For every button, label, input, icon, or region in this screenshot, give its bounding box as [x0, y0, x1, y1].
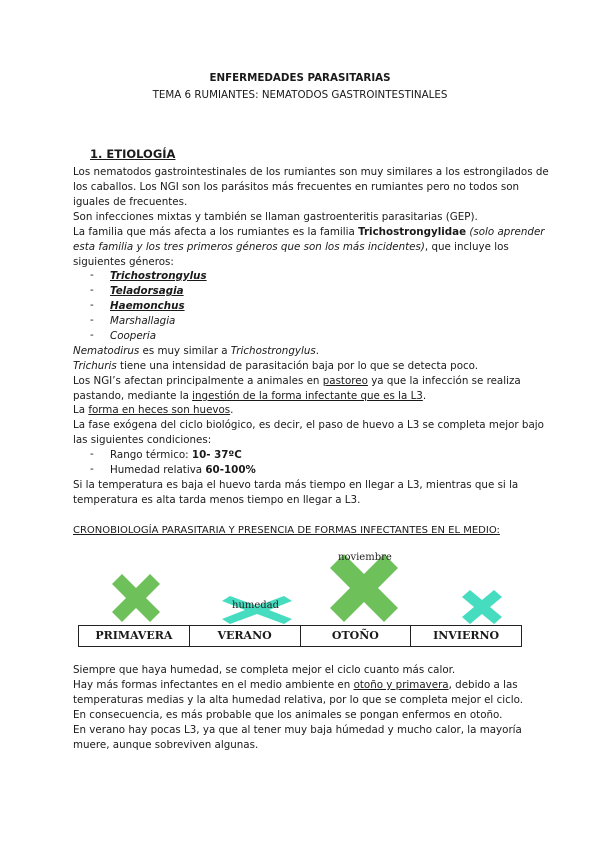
- text-span: , que incluye los: [424, 241, 509, 253]
- text-span: Humedad relativa: [110, 464, 206, 476]
- genus-item: Marshallagia: [110, 315, 176, 327]
- section-heading-crono: CRONOBIOLOGÍA PARASITARIA Y PRESENCIA DE FORMAS INFECTANTES EN EL MEDIO:: [73, 525, 500, 536]
- list-bullet: -: [90, 448, 94, 460]
- text-span: .: [422, 390, 427, 402]
- text-span: Nematodirus: [73, 345, 140, 357]
- paragraph-line: [73, 389, 426, 404]
- paragraph-line: [73, 403, 233, 418]
- text-span: otoño y primavera: [353, 679, 449, 691]
- text-span: 10- 37ºC: [191, 449, 242, 461]
- paragraph-line: temperatura es alta tarda menos tiempo en llegar a L3.: [73, 494, 361, 506]
- text-span: pastando, mediante la: [73, 390, 193, 402]
- paragraph-line: [73, 374, 521, 389]
- genus-item: Teladorsagia: [110, 285, 184, 297]
- text-span: La: [73, 404, 89, 416]
- seasons-table: [78, 625, 522, 647]
- season-invierno: INVIERNO: [433, 629, 500, 642]
- text-span: (solo aprender: [466, 226, 545, 238]
- text-span: pastoreo: [322, 375, 368, 387]
- condition-item: [110, 463, 256, 478]
- paragraph-line: los caballos. Los NGI son los parásitos más frecuentes en rumiantes pero no todos son: [73, 181, 520, 193]
- paragraph-line: En consecuencia, es más probable que los animales se pongan enfermos en otoño.: [73, 709, 503, 721]
- text-span: tiene una intensidad de parasitación baja por lo que se detecta poco.: [116, 360, 479, 372]
- paragraph-line: Siempre que haya humedad, se completa mejor el ciclo cuanto más calor.: [73, 664, 456, 676]
- list-bullet: -: [90, 314, 94, 326]
- paragraph-line: [73, 359, 478, 374]
- humedad-label: humedad: [232, 600, 280, 611]
- paragraph-line: Si la temperatura es baja el huevo tarda más tiempo en llegar a L3, mientras que si la: [73, 479, 519, 491]
- text-span: , debido a las: [448, 679, 518, 691]
- paragraph-line: Son infecciones mixtas y también se llaman gastroenteritis parasitarias (GEP).: [73, 211, 478, 223]
- text-span: 60-100%: [205, 464, 256, 476]
- condition-item: [110, 448, 242, 463]
- season-otono: OTOÑO: [301, 626, 412, 646]
- list-bullet: -: [90, 463, 94, 475]
- paragraph-line: En verano hay pocas L3, ya que al tener muy baja húmedad y mucho calor, la mayoría: [73, 724, 522, 736]
- list-bullet: -: [90, 329, 94, 341]
- page-title: ENFERMEDADES PARASITARIAS: [209, 72, 391, 84]
- text-span: ingestión de la forma infectante que es la L3: [192, 390, 423, 402]
- text-span: forma en heces son huevos: [88, 404, 231, 416]
- text-span: Los NGI’s afectan principalmente a animales en: [73, 375, 323, 387]
- text-span: esta familia y los tres primeros géneros que son los más incidentes): [73, 241, 425, 253]
- paragraph-line: las siguientes condiciones:: [73, 434, 212, 446]
- season-verano: VERANO: [190, 626, 301, 646]
- infection-x-primavera: [112, 574, 160, 622]
- season-primavera: PRIMAVERA: [79, 626, 190, 646]
- paragraph-line: siguientes géneros:: [73, 256, 174, 268]
- paragraph-line: [73, 678, 518, 693]
- text-span: Trichuris: [73, 360, 117, 372]
- paragraph-line: [73, 240, 509, 255]
- text-span: es muy similar a: [139, 345, 231, 357]
- text-span: .: [230, 404, 234, 416]
- noviembre-label: noviembre: [338, 552, 392, 563]
- paragraph-line: La fase exógena del ciclo biológico, es decir, el paso de huevo a L3 se completa mejor bajo: [73, 419, 544, 431]
- list-bullet: -: [90, 284, 94, 296]
- genus-item: Cooperia: [110, 330, 157, 342]
- paragraph-line: temperaturas medias y la alta humedad relativa, por lo que se completa mejor el ciclo.: [73, 694, 524, 706]
- genus-item: Trichostrongylus: [110, 270, 207, 282]
- infection-x-otono: [330, 554, 398, 622]
- family-name: Trichostrongylidae: [358, 226, 467, 238]
- paragraph-line: iguales de frecuentes.: [73, 196, 188, 208]
- text-span: La familia que más afecta a los rumiantes es la familia: [73, 226, 359, 238]
- section-heading-etiologia: 1. ETIOLOGÍA: [90, 147, 176, 161]
- paragraph-line: muere, aunque sobreviven algunas.: [73, 739, 259, 751]
- paragraph-line: [73, 344, 319, 359]
- list-bullet: -: [90, 269, 94, 281]
- genus-item: Haemonchus: [110, 300, 185, 312]
- paragraph-line: Los nematodos gastrointestinales de los rumiantes son muy similares a los estrongilados de: [73, 166, 549, 178]
- text-span: .: [315, 345, 319, 357]
- page-subtitle: TEMA 6 RUMIANTES: NEMATODOS GASTROINTESTINALES: [152, 89, 448, 101]
- text-span: Rango térmico:: [110, 449, 192, 461]
- text-span: Hay más formas infectantes en el medio ambiente en: [73, 679, 354, 691]
- text-span: ya que la infección se realiza: [367, 375, 521, 387]
- list-bullet: -: [90, 299, 94, 311]
- text-span: Trichostrongylus: [230, 345, 316, 357]
- infection-x-invierno: [462, 590, 502, 624]
- paragraph-line: [73, 225, 545, 240]
